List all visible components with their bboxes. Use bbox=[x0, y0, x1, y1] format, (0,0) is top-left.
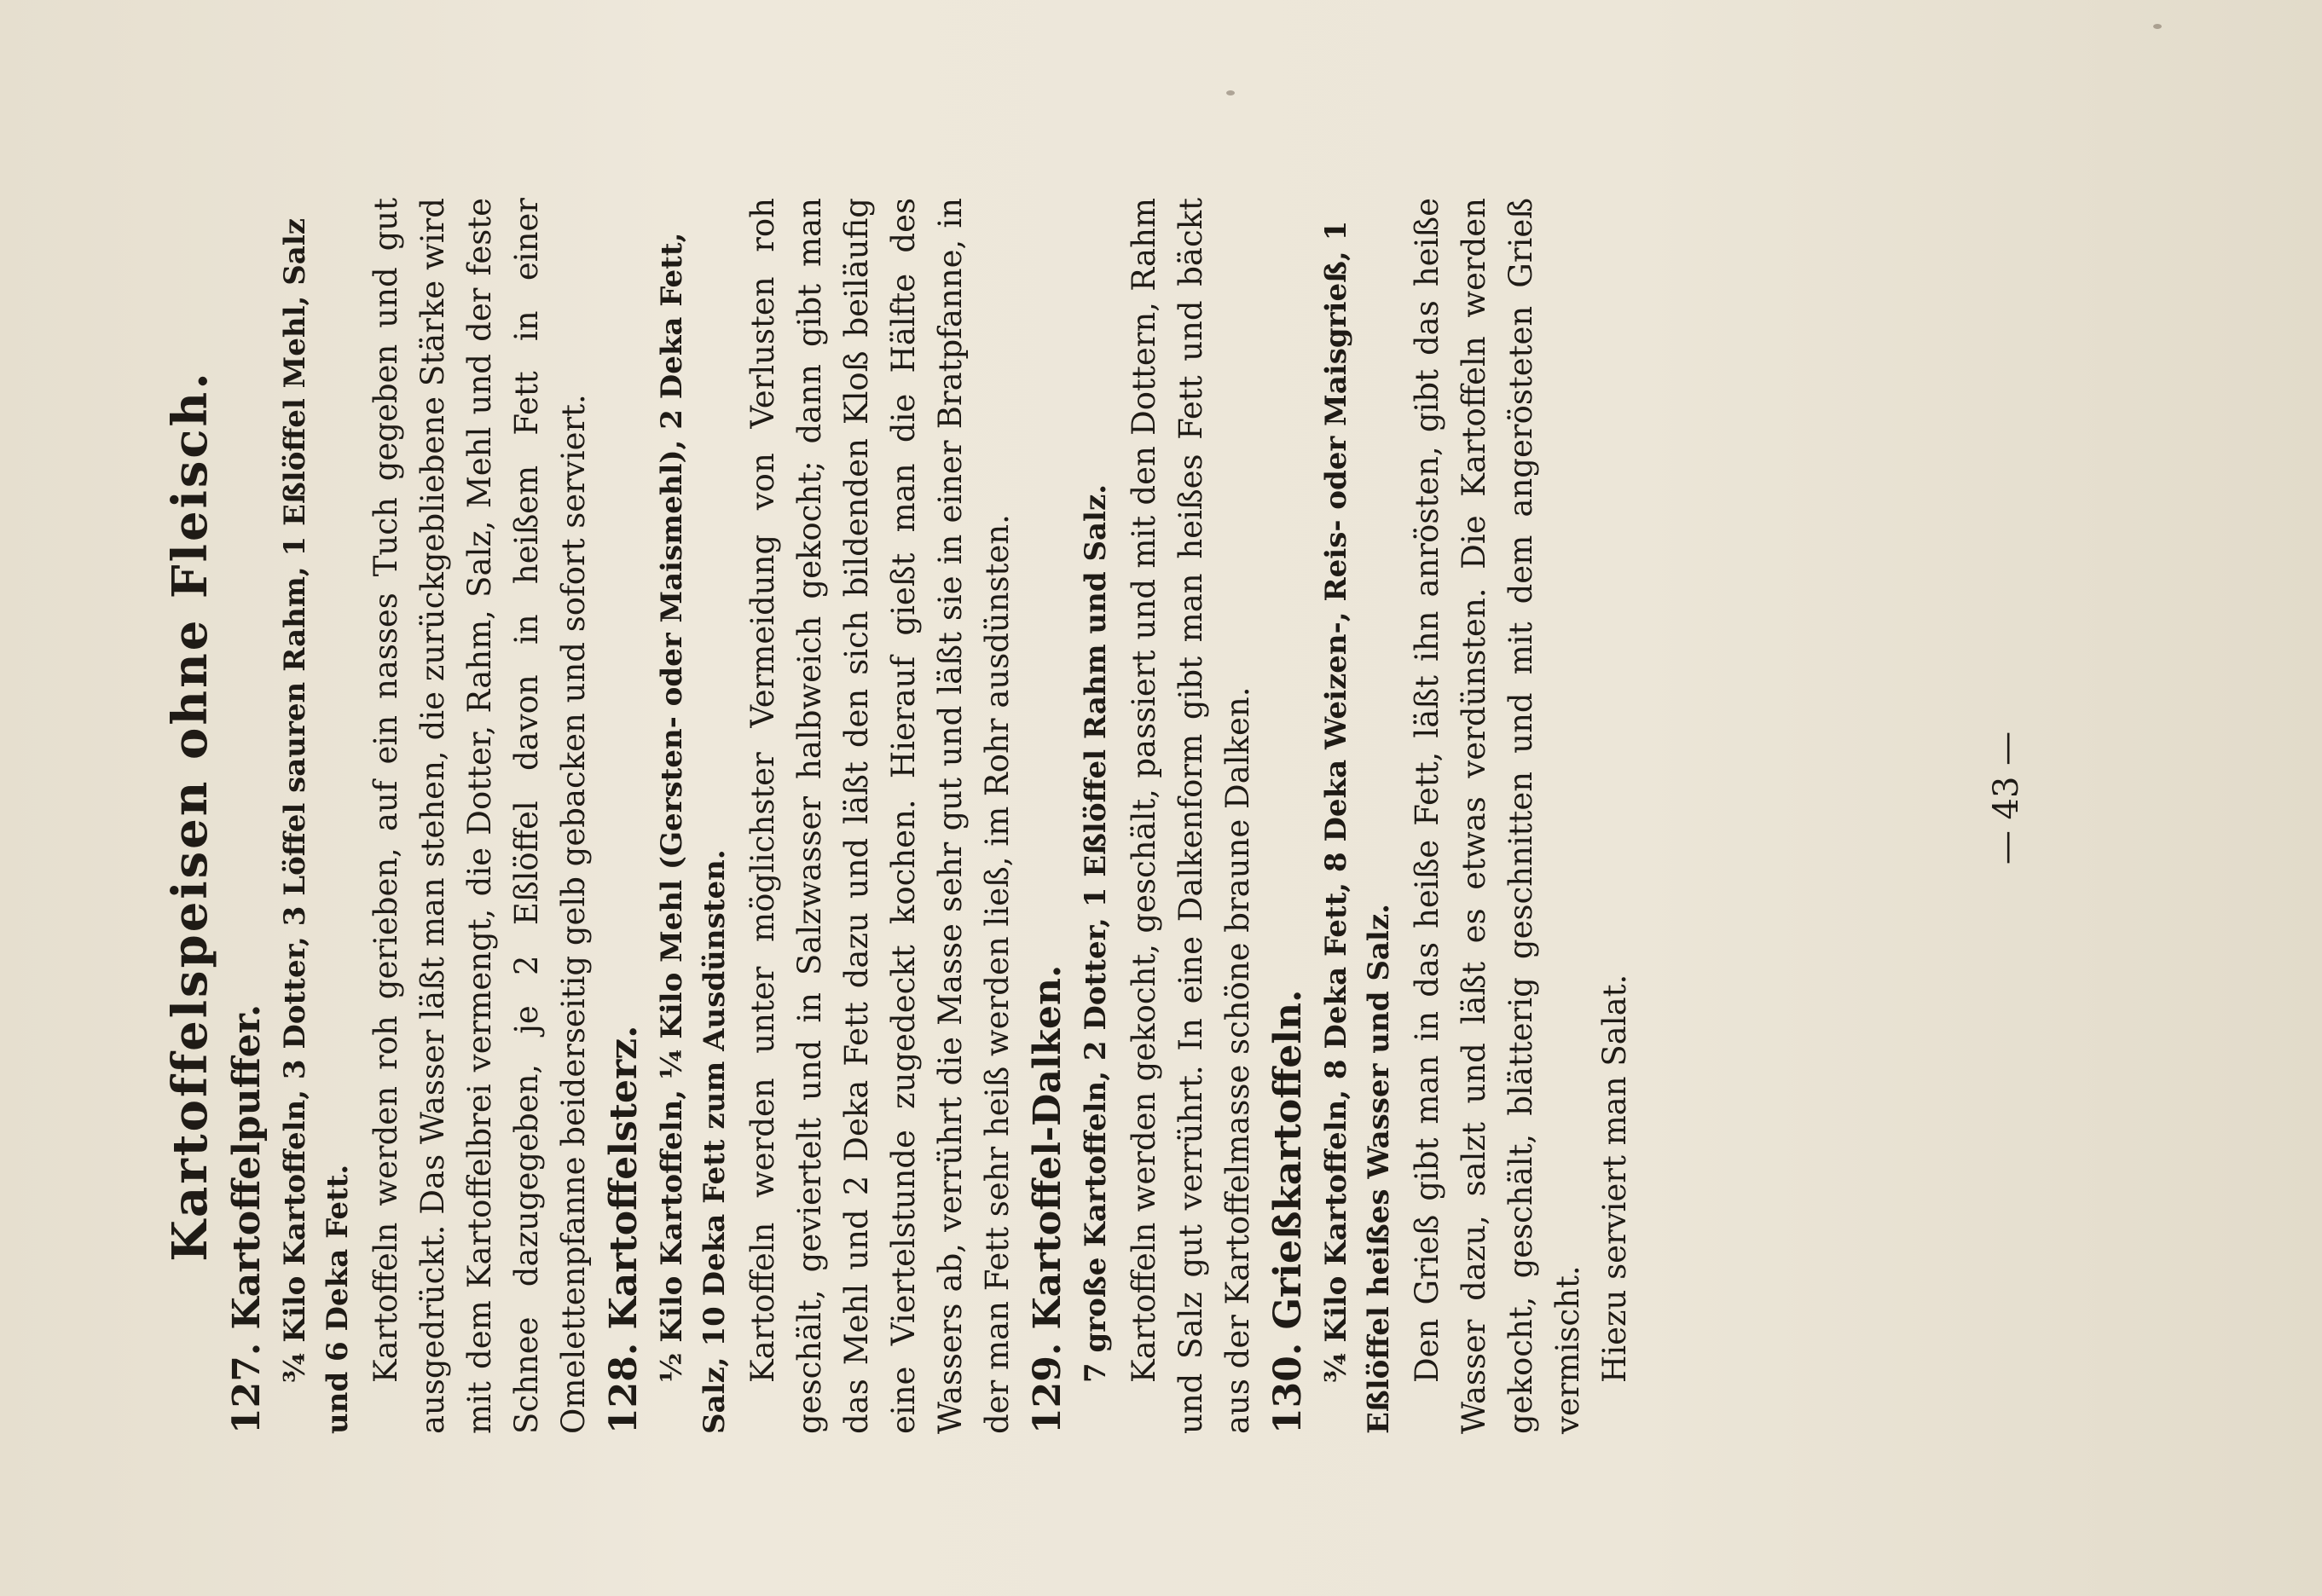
recipe-ingredients: ¾ Kilo Kartoffeln, 3 Dotter, 3 Löffel sauren Rahm, 1 Eßlöffel Mehl, Salz und 6 Deka Fett. bbox=[278, 217, 355, 1434]
recipe-text: Den Grieß gibt man in das heiße Fett, läßt ihn anrösten, gibt das heiße Wasser dazu, salzt und läßt es etwas verdünsten. Die Kartoffeln werden gekocht, geschält, blätterig geschnitten und mit dem angerösteten Grieß vermischt. bbox=[1409, 198, 1586, 1434]
recipe-title: 128. Kartoffelsterz. bbox=[602, 1025, 646, 1434]
recipe-ingredients: ¾ Kilo Kartoffeln, 8 Deka Fett, 8 Deka Weizen-, Reis- oder Maisgrieß, 1 Eßlöffel heißes Wasser und Salz. bbox=[1319, 220, 1396, 1434]
recipe-128 bbox=[602, 198, 1021, 1434]
recipe-127 bbox=[225, 198, 597, 1434]
recipe-130 bbox=[1266, 198, 1638, 1434]
recipe-text: Kartoffeln werden roh gerieben, auf ein nasses Tuch gegeben und gut ausgedrückt. Das Wasser läßt man stehen, die zurückgebliebene Stärke wird mit dem Kartoffelbrei vermengt, die Dotter, Rahm, Salz, Mehl und der feste Schnee dazugegeben, je 2 Eßlöffel davon in heißem Fett in einer Omelettenpfanne beiderseitig gelb gebacken und sofort serviert. bbox=[368, 198, 592, 1434]
recipe-title: 127. Kartoffelpuffer. bbox=[225, 1003, 269, 1434]
page-heading: Kartoffelspeisen ohne Fleisch. bbox=[162, 370, 218, 1262]
page-number: — 43 — bbox=[1987, 731, 2026, 865]
recipe-ingredients: ½ Kilo Kartoffeln, ¼ Kilo Mehl (Gersten- oder Maismehl), 2 Deka Fett, Salz, 10 Deka Fett zum Ausdünsten. bbox=[655, 232, 732, 1434]
page-content bbox=[162, 198, 1638, 1434]
recipe-serving-note: Hiezu serviert man Salat. bbox=[1596, 974, 1633, 1383]
recipe-title: 130. Grießkartoffeln. bbox=[1266, 989, 1310, 1434]
recipe-129 bbox=[1026, 198, 1261, 1434]
recipe-text: Kartoffeln werden unter möglichster Vermeidung von Verlusten roh geschält, geviertelt und in Salzwasser halbweich gekocht; dann gibt man das Mehl und 2 Deka Fett dazu und läßt den sich bildenden Kloß beiläufig eine Viertelstunde zugedeckt kochen. Hierauf gießt man die Hälfte des Wassers ab, verrührt die Masse sehr gut und läßt sie in einer Bratpfanne, in der man Fett sehr heiß werden ließ, im Rohr ausdünsten. bbox=[744, 198, 1016, 1434]
recipe-title: 129. Kartoffel-Dalken. bbox=[1026, 964, 1069, 1434]
recipe-ingredients: 7 große Kartoffeln, 2 Dotter, 1 Eßlöffel Rahm und Salz. bbox=[1079, 483, 1113, 1383]
recipe-text: Kartoffeln werden gekocht, geschält, passiert und mit den Dottern, Rahm und Salz gut verrührt. In eine Dalkenform gibt man heißes Fett und bäckt aus der Kartoffelmasse schöne braune Dalken. bbox=[1126, 198, 1256, 1434]
